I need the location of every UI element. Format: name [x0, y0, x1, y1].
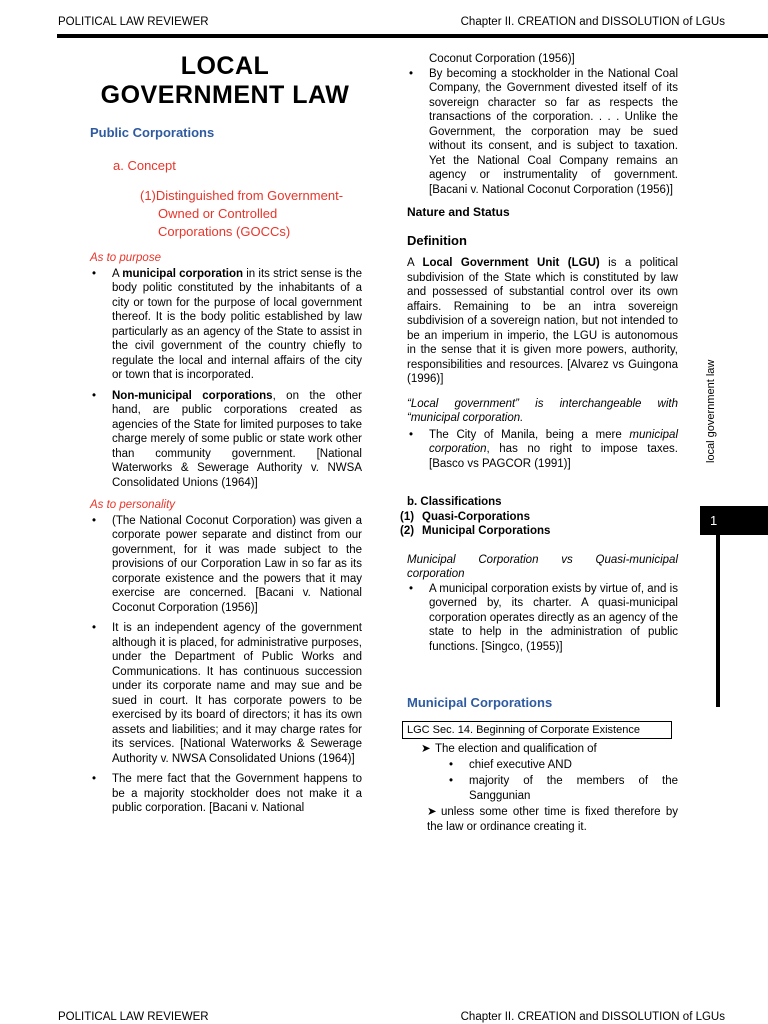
- list-item: • The mere fact that the Government happens to be a majority stockholder does not make it a public corporation. [Bacani v. National: [112, 772, 362, 816]
- as-to-purpose-label: As to purpose: [90, 252, 161, 264]
- list-item: • A municipal corporation in its strict sense is the body politic constituted by the inhabitants of a city or town for the purpose of local government thereof. It is the body politic established by law particularly as an agency of the State to assist in the civil government of the country chiefly to regulate the local and internal affairs of the city or town that is incorporated.: [112, 267, 362, 383]
- list-item: • Non-municipal corporations, on the other hand, are public corporations created as agencies of the State for limited purposes to take charge merely of some public or state work other than community government. [National Waterworks & Sewerage Authority v. NWSA Consolidated Unions (1964)]: [112, 389, 362, 491]
- sidebar-label: local government law: [705, 359, 717, 463]
- footer-right: Chapter II. CREATION and DISSOLUTION of LGUs: [460, 1011, 725, 1023]
- list-item: • chief executive AND: [469, 758, 678, 773]
- list-item: • By becoming a stockholder in the National Coal Company, the Government divested itself of its sovereign character so far as respects the transactions of the corporation. . . . Unlike the Government, the corporation may be sued without its consent, and is subject to taxation. Yet the National Coal Company remains an agency or instrumentality of government. [Bacani v. National Coconut Corporation (1956)]: [429, 67, 678, 198]
- as-to-personality-label: As to personality: [90, 499, 176, 511]
- manila-list: [407, 428, 678, 472]
- lgu-definition: A Local Government Unit (LGU) is a political subdivision of the State which is constituted by law and possessed of substantial control over its own affairs. Remaining to be an intra sovereign subdivision of a sovereign nation, but not intended to be an imperium in imperio, the LGU is autonomous in the sense that it is given more powers, authority, responsibilities and resources. [Alvarez vs Guingona (1996)]: [407, 257, 679, 385]
- list-item: • (The National Coconut Corporation) was given a corporate power separate and distinct from our government, for it was made subject to the provisions of our Corporation Law in so far as its corporate existence and the powers that it may exercise are concerned. [Bacani v. National Coconut Corporation (1956)]: [112, 514, 362, 616]
- municipal-corporations-heading: Municipal Corporations: [407, 695, 553, 710]
- list-item: • A municipal corporation exists by virtue of, and is governed by, its charter. A quasi-municipal corporation operates directly as an agency of the state to help in the administration of public functions. [Singco, (1955)]: [429, 582, 678, 655]
- right-column: [400, 52, 679, 834]
- election-sublist: [407, 758, 678, 804]
- unless-item: ➤ unless some other time is fixed therefore by the law or ordinance creating it.: [427, 806, 678, 833]
- continued-citation: Coconut Corporation (1956)]: [429, 53, 575, 65]
- header-left: POLITICAL LAW REVIEWER: [58, 16, 209, 28]
- interchangeable-note: “Local government” is interchangeable with “municipal corporation.: [407, 397, 678, 424]
- header-rule: [57, 34, 768, 38]
- purpose-list: [90, 267, 362, 491]
- classification-item-2: (2) Municipal Corporations: [400, 525, 551, 537]
- arrow-icon: ➤: [427, 806, 437, 818]
- page-title: LOCAL GOVERNMENT LAW: [100, 52, 350, 109]
- mc-list: [407, 582, 678, 655]
- footer-left: POLITICAL LAW REVIEWER: [58, 1011, 209, 1023]
- list-item: • The City of Manila, being a mere municipal corporation, has no right to impose taxes. [Basco vs PAGCOR (1991)]: [429, 428, 678, 472]
- classification-item-1: (1) Quasi-Corporations: [400, 510, 530, 523]
- header-right: Chapter II. CREATION and DISSOLUTION of LGUs: [460, 16, 725, 28]
- coal-list: [407, 67, 678, 198]
- list-item: • majority of the members of the Sanggunian: [469, 774, 678, 803]
- arrow-icon: ➤: [421, 743, 431, 755]
- mc-vs-qmc-label: Municipal Corporation vs Quasi-municipal corporation: [407, 553, 678, 580]
- left-column: [90, 126, 362, 822]
- election-item: ➤ The election and qualification of: [421, 743, 597, 755]
- concept-heading: a. Concept: [113, 157, 176, 173]
- personality-list: [90, 514, 362, 816]
- sidebar-line: [716, 535, 720, 707]
- classifications-heading: b. Classifications: [407, 496, 502, 508]
- gocc-heading: (1)Distinguished from Government- Owned or Controlled Corporations (GOCCs): [140, 188, 344, 239]
- public-corporations-heading: Public Corporations: [90, 125, 215, 140]
- nature-status-heading: Nature and Status: [407, 205, 510, 219]
- lgc-section-box: LGC Sec. 14. Beginning of Corporate Existence: [402, 721, 672, 740]
- page-number: 1: [700, 506, 768, 535]
- list-item: • It is an independent agency of the government although it is placed, for administrative purposes, under the Department of Public Works and Communications. It has continuous succession under its corporate name and may sue and be sued in court. It has corporate powers to be exercised by its board of directors; it has its own assets and liabilities; and it may charge rates for its services. [National Waterworks & Sewerage Authority v. NWSA Consolidated Unions (1964)]: [112, 621, 362, 766]
- definition-heading: Definition: [407, 232, 467, 248]
